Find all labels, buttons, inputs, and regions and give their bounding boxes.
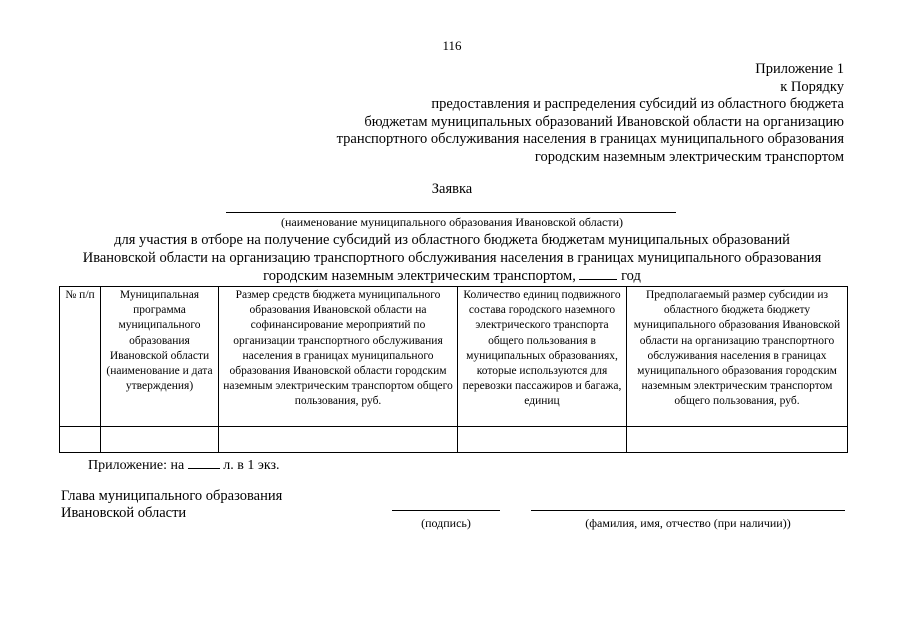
appendix-line: бюджетам муниципальных образований Ивановской области на организацию [364, 113, 844, 130]
subsidy-table [59, 286, 848, 453]
table-cell[interactable] [101, 427, 219, 453]
header-subsidy-amount: Предполагаемый размер субсидии из областного бюджета бюджету муниципального образования Ивановской области на организацию транспортного обслуживания населения в границах муниципального образования городским наземным электрическим транспортом общего пользования, руб. [627, 287, 848, 427]
purpose-line-3-text: городским наземным электрическим транспортом, [263, 268, 580, 285]
appendix-line: предоставления и распределения субсидий из областного бюджета [431, 96, 844, 113]
full-name-caption: (фамилия, имя, отчество (при наличии)) [585, 516, 791, 530]
purpose-line-1: для участия в отборе на получение субсидий из областного бюджета бюджетам муниципальных образований [114, 232, 790, 248]
table-cell[interactable] [458, 427, 627, 453]
header-program: Муниципальная программа муниципального образования Ивановской области (наименование и дата утверждения) [101, 287, 219, 427]
full-name-field[interactable] [531, 510, 845, 511]
table-cell[interactable] [627, 427, 848, 453]
head-title [61, 488, 282, 522]
appendix-reference [337, 61, 844, 167]
municipality-name-caption: (наименование муниципального образования Ивановской области) [280, 215, 624, 229]
header-number: № п/п [60, 287, 101, 427]
application-purpose [60, 232, 844, 286]
purpose-line-2: Ивановской области на организацию транспортного обслуживания населения в границах муниципального образования [82, 249, 822, 266]
head-title-line-1: Глава муниципального образования [61, 488, 283, 504]
attachment-suffix: л. в 1 экз. [219, 458, 280, 473]
signature-field[interactable] [392, 510, 500, 511]
purpose-line-3 [60, 267, 844, 286]
year-field[interactable] [579, 267, 617, 280]
sheet-count-field[interactable] [188, 456, 220, 469]
signature-caption: (подпись) [421, 516, 471, 530]
table-header-row [60, 287, 848, 427]
header-municipal-funds: Размер средств бюджета муниципального образования Ивановской области на софинансирование мероприятий по организации транспортного обслуживания населения в границах муниципального образования Ивановской области городским наземным электрическим транспортом общего пользования, руб. [219, 287, 458, 427]
page-number: 116 [442, 38, 462, 53]
attachment-text: Приложение: на [88, 458, 188, 473]
attachment-note [88, 456, 280, 474]
table-row [60, 427, 848, 453]
appendix-line: к Порядку [780, 78, 844, 95]
head-title-line-2: Ивановской области [61, 505, 187, 521]
table-cell[interactable] [60, 427, 101, 453]
document-title: Заявка [431, 181, 473, 197]
municipality-name-field[interactable] [226, 212, 676, 213]
table-cell[interactable] [219, 427, 458, 453]
appendix-line: транспортного обслуживания населения в границах муниципального образования [336, 131, 844, 148]
header-vehicle-count: Количество единиц подвижного состава городского наземного электрического транспорта общего пользования в муниципальных образованиях, которые используются для перевозки пассажиров и багажа, единиц [458, 287, 627, 427]
appendix-line: Приложение 1 [755, 61, 844, 77]
appendix-line: городским наземным электрическим транспортом [534, 148, 844, 165]
year-suffix: год [617, 268, 641, 285]
